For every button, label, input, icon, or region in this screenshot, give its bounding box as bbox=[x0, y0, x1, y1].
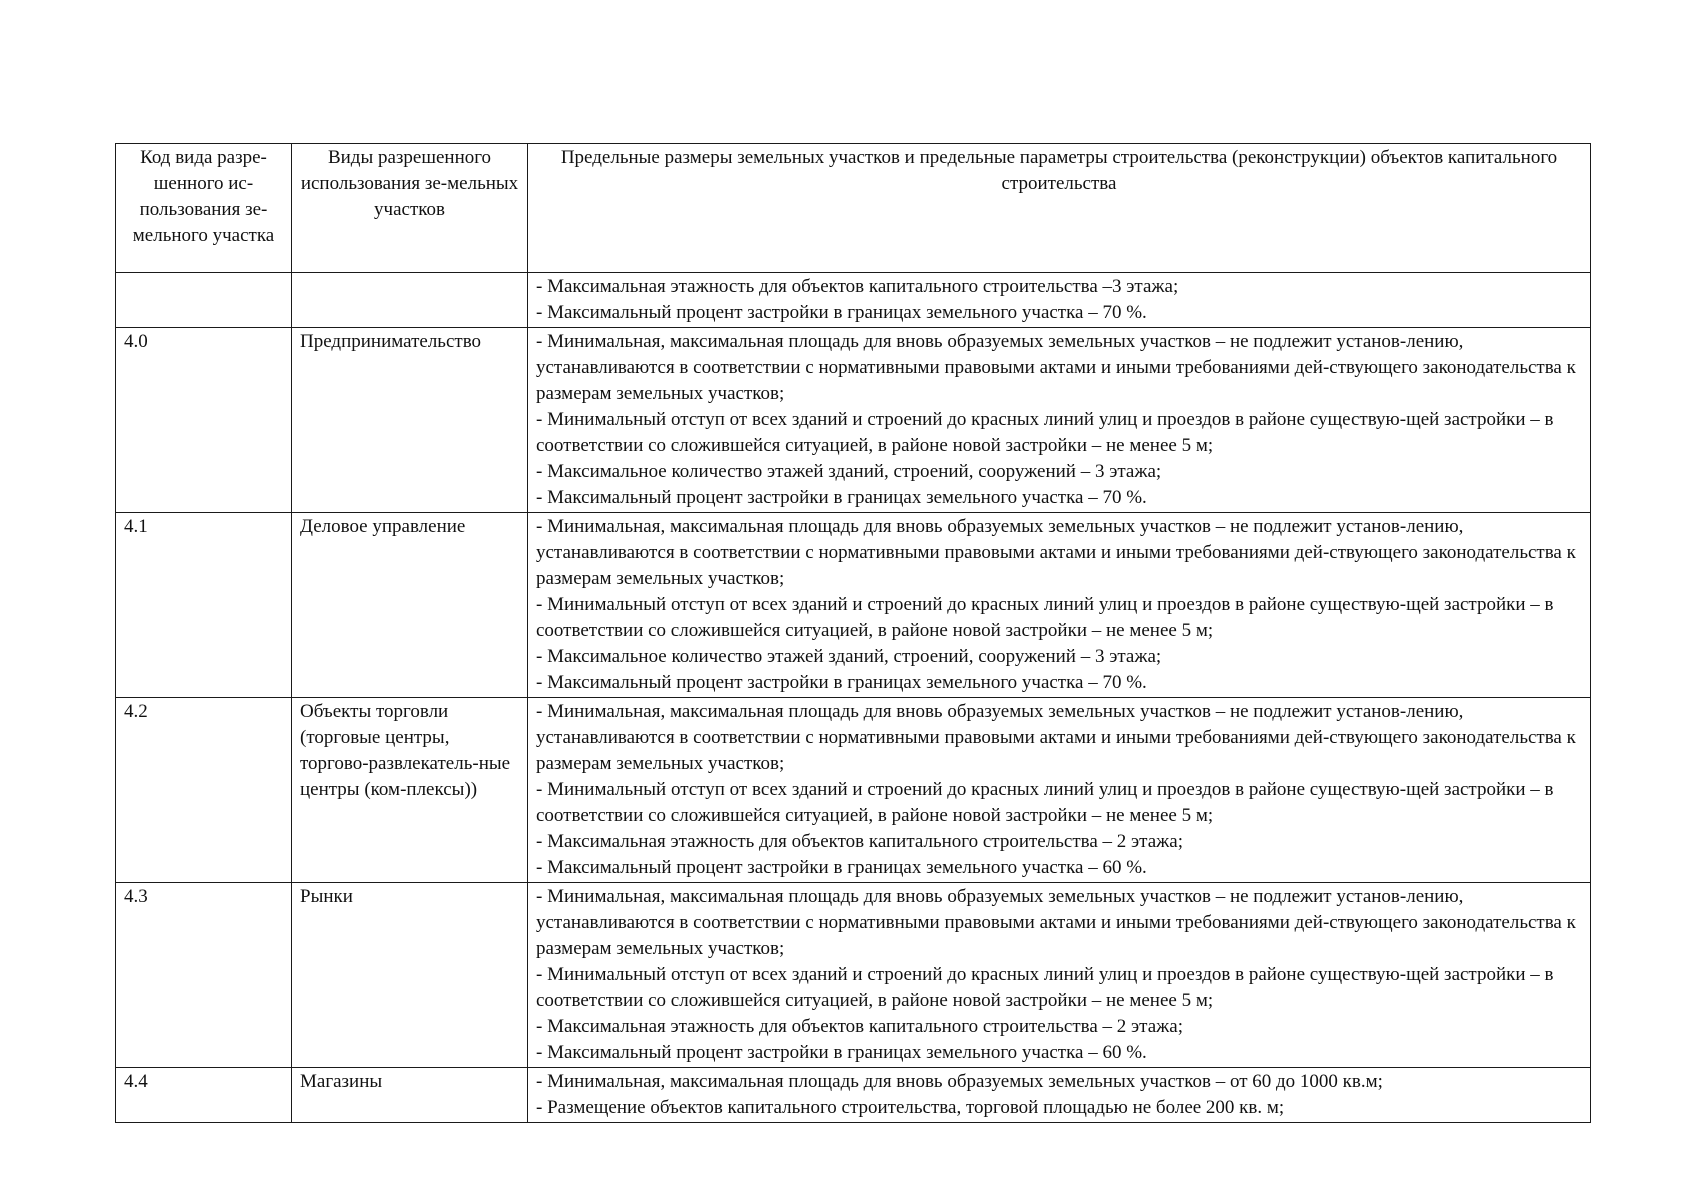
cell-params bbox=[528, 1068, 1591, 1123]
cell-code: 4.3 bbox=[116, 883, 292, 1068]
cell-use bbox=[292, 273, 528, 328]
header-permitted-use: Виды разрешенного использования зе-мельных участков bbox=[292, 144, 528, 273]
param-line: - Минимальная, максимальная площадь для вновь образуемых земельных участков – не подлежит установ-лению, устанавливаются в соответствии с нормативными правовыми актами и иными требованиями дей-ствующего законодательства к размерам земельных участков; bbox=[536, 886, 1576, 959]
cell-use: Магазины bbox=[292, 1068, 528, 1123]
param-line: - Минимальная, максимальная площадь для вновь образуемых земельных участков – от 60 до 1000 кв.м; bbox=[536, 1071, 1383, 1092]
param-line: - Максимальный процент застройки в границах земельного участка – 70 %. bbox=[536, 487, 1147, 508]
land-use-regulations-table bbox=[115, 143, 1591, 1123]
param-line: - Размещение объектов капитального строительства, торговой площадью не более 200 кв. м; bbox=[536, 1097, 1285, 1118]
cell-code: 4.0 bbox=[116, 328, 292, 513]
param-line: - Минимальный отступ от всех зданий и строений до красных линий улиц и проездов в районе существую-щей застройки – в соответствии со сложившейся ситуацией, в районе новой застройки – не менее 5 м; bbox=[536, 409, 1554, 456]
cell-code: 4.2 bbox=[116, 698, 292, 883]
param-line: - Минимальная, максимальная площадь для вновь образуемых земельных участков – не подлежит установ-лению, устанавливаются в соответствии с нормативными правовыми актами и иными требованиями дей-ствующего законодательства к размерам земельных участков; bbox=[536, 516, 1576, 589]
cell-params bbox=[528, 328, 1591, 513]
cell-use: Деловое управление bbox=[292, 513, 528, 698]
cell-code bbox=[116, 273, 292, 328]
param-line: - Максимальное количество этажей зданий, строений, сооружений – 3 этажа; bbox=[536, 461, 1162, 482]
param-line: - Максимальная этажность для объектов капитального строительства – 2 этажа; bbox=[536, 1016, 1183, 1037]
table-row bbox=[116, 273, 1591, 328]
table-row bbox=[116, 883, 1591, 1068]
header-code: Код вида разре-шенного ис-пользования зе-мельного участка bbox=[116, 144, 292, 273]
table-row bbox=[116, 1068, 1591, 1123]
table-row bbox=[116, 513, 1591, 698]
table-row bbox=[116, 328, 1591, 513]
param-line: - Максимальный процент застройки в границах земельного участка – 70 %. bbox=[536, 302, 1147, 323]
cell-params bbox=[528, 883, 1591, 1068]
cell-code: 4.1 bbox=[116, 513, 292, 698]
cell-params bbox=[528, 513, 1591, 698]
table-row bbox=[116, 698, 1591, 883]
param-line: - Максимальная этажность для объектов капитального строительства – 2 этажа; bbox=[536, 831, 1183, 852]
cell-use: Рынки bbox=[292, 883, 528, 1068]
cell-params bbox=[528, 273, 1591, 328]
param-line: - Минимальная, максимальная площадь для вновь образуемых земельных участков – не подлежит установ-лению, устанавливаются в соответствии с нормативными правовыми актами и иными требованиями дей-ствующего законодательства к размерам земельных участков; bbox=[536, 331, 1576, 404]
param-line: - Минимальная, максимальная площадь для вновь образуемых земельных участков – не подлежит установ-лению, устанавливаются в соответствии с нормативными правовыми актами и иными требованиями дей-ствующего законодательства к размерам земельных участков; bbox=[536, 701, 1576, 774]
param-line: - Минимальный отступ от всех зданий и строений до красных линий улиц и проездов в районе существую-щей застройки – в соответствии со сложившейся ситуацией, в районе новой застройки – не менее 5 м; bbox=[536, 594, 1554, 641]
param-line: - Максимальный процент застройки в границах земельного участка – 70 %. bbox=[536, 672, 1147, 693]
cell-code: 4.4 bbox=[116, 1068, 292, 1123]
header-limit-parameters: Предельные размеры земельных участков и предельные параметры строительства (реконструкции) объектов капитального строительства bbox=[528, 144, 1591, 273]
param-line: - Максимальное количество этажей зданий, строений, сооружений – 3 этажа; bbox=[536, 646, 1162, 667]
param-line: - Максимальная этажность для объектов капитального строительства –3 этажа; bbox=[536, 276, 1179, 297]
cell-params bbox=[528, 698, 1591, 883]
cell-use: Объекты торговли (торговые центры, торгово-развлекатель-ные центры (ком-плексы)) bbox=[292, 698, 528, 883]
param-line: - Максимальный процент застройки в границах земельного участка – 60 %. bbox=[536, 1042, 1147, 1063]
cell-use: Предпринимательство bbox=[292, 328, 528, 513]
table-header-row bbox=[116, 144, 1591, 273]
param-line: - Минимальный отступ от всех зданий и строений до красных линий улиц и проездов в районе существую-щей застройки – в соответствии со сложившейся ситуацией, в районе новой застройки – не менее 5 м; bbox=[536, 964, 1554, 1011]
param-line: - Минимальный отступ от всех зданий и строений до красных линий улиц и проездов в районе существую-щей застройки – в соответствии со сложившейся ситуацией, в районе новой застройки – не менее 5 м; bbox=[536, 779, 1554, 826]
param-line: - Максимальный процент застройки в границах земельного участка – 60 %. bbox=[536, 857, 1147, 878]
